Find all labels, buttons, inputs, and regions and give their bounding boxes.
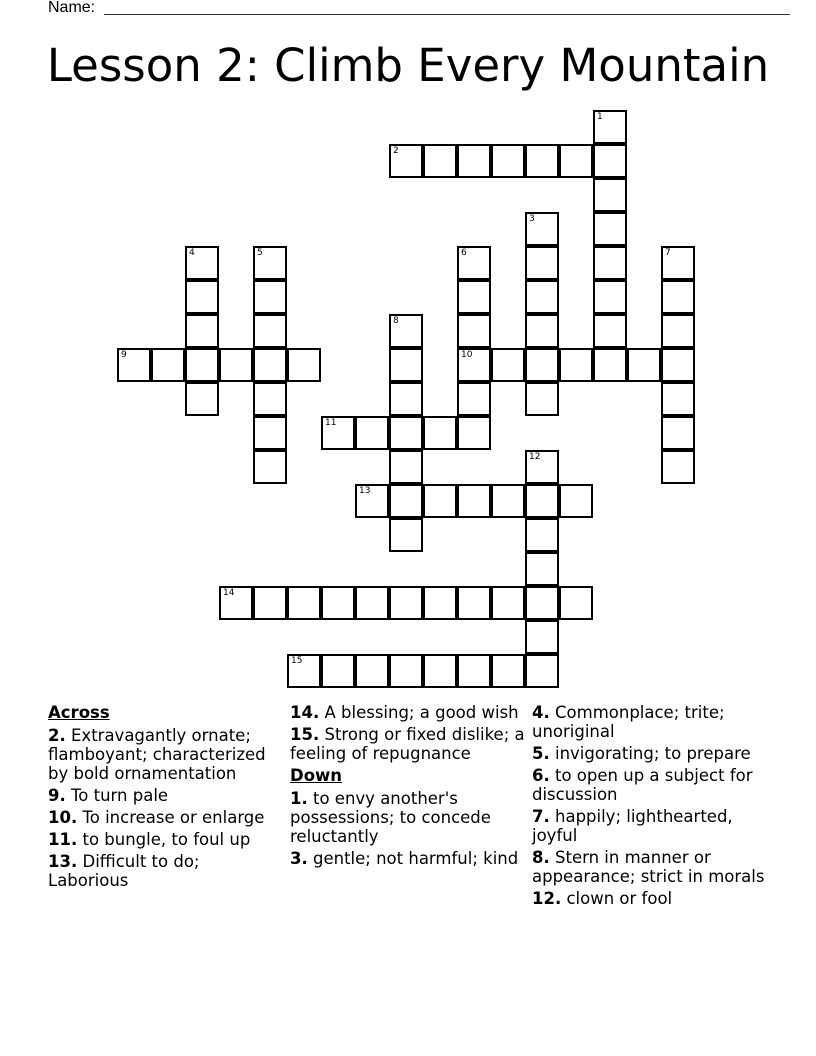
- crossword-cell[interactable]: [457, 382, 491, 416]
- clue-number: 7.: [532, 807, 550, 826]
- crossword-cell[interactable]: [185, 382, 219, 416]
- crossword-cell[interactable]: [661, 280, 695, 314]
- crossword-cell[interactable]: [185, 280, 219, 314]
- down-clue: [290, 849, 526, 868]
- crossword-cell[interactable]: [287, 586, 321, 620]
- crossword-cell[interactable]: [253, 348, 287, 382]
- crossword-cell[interactable]: [355, 654, 389, 688]
- crossword-cell[interactable]: [423, 484, 457, 518]
- cell-number: 6: [461, 248, 467, 258]
- crossword-cell[interactable]: [253, 450, 287, 484]
- clue-text: to open up a subject for discussion: [532, 766, 753, 804]
- crossword-cell[interactable]: [525, 620, 559, 654]
- crossword-cell[interactable]: [593, 212, 627, 246]
- crossword-cell[interactable]: [423, 654, 457, 688]
- crossword-cell[interactable]: [457, 246, 491, 280]
- crossword-cell[interactable]: [389, 450, 423, 484]
- crossword-cell[interactable]: [457, 586, 491, 620]
- crossword-cell[interactable]: [525, 280, 559, 314]
- crossword-cell[interactable]: [389, 416, 423, 450]
- crossword-cell[interactable]: [491, 654, 525, 688]
- clue-number: 12.: [532, 889, 562, 908]
- crossword-cell[interactable]: [661, 382, 695, 416]
- crossword-cell[interactable]: [525, 552, 559, 586]
- crossword-cell[interactable]: [457, 654, 491, 688]
- cell-number: 7: [665, 248, 671, 258]
- across-clue: [290, 725, 526, 763]
- page-title: Lesson 2: Climb Every Mountain: [46, 39, 770, 92]
- crossword-cell[interactable]: [491, 144, 525, 178]
- crossword-cell[interactable]: [355, 586, 389, 620]
- clue-column-3: [532, 703, 768, 911]
- crossword-cell[interactable]: [389, 348, 423, 382]
- crossword-cell[interactable]: [389, 518, 423, 552]
- clue-text: To turn pale: [71, 786, 169, 805]
- cell-number: 9: [121, 350, 127, 360]
- clue-text: Commonplace; trite; unoriginal: [532, 703, 725, 741]
- clue-text: A blessing; a good wish: [324, 703, 519, 722]
- crossword-cell[interactable]: [525, 518, 559, 552]
- clue-text: to envy another's possessions; to concede reluctantly: [290, 789, 491, 846]
- crossword-cell[interactable]: [321, 586, 355, 620]
- crossword-cell[interactable]: [661, 450, 695, 484]
- crossword-cell[interactable]: [525, 382, 559, 416]
- crossword-cell[interactable]: [525, 246, 559, 280]
- crossword-cell[interactable]: [253, 416, 287, 450]
- clue-number: 3.: [290, 849, 308, 868]
- down-clue: [532, 744, 768, 763]
- down-clue: [532, 889, 768, 908]
- clue-text: to bungle, to foul up: [82, 830, 251, 849]
- crossword-cell[interactable]: [185, 348, 219, 382]
- clue-number: 2.: [48, 726, 66, 745]
- crossword-cell[interactable]: [525, 586, 559, 620]
- crossword-cell[interactable]: [355, 484, 389, 518]
- crossword-cell[interactable]: [457, 348, 491, 382]
- cell-number: 1: [597, 112, 603, 122]
- clue-text: Stern in manner or appearance; strict in morals: [532, 848, 765, 886]
- crossword-cell[interactable]: [219, 586, 253, 620]
- crossword-cell[interactable]: [559, 484, 593, 518]
- crossword-cell[interactable]: [423, 586, 457, 620]
- crossword-cell[interactable]: [253, 246, 287, 280]
- cell-number: 12: [529, 452, 541, 462]
- crossword-cell[interactable]: [593, 280, 627, 314]
- clue-text: happily; lighthearted, joyful: [532, 807, 733, 845]
- clue-number: 10.: [48, 808, 78, 827]
- across-clue: [48, 786, 284, 805]
- crossword-cell[interactable]: [423, 144, 457, 178]
- clue-number: 9.: [48, 786, 66, 805]
- crossword-cell[interactable]: [559, 348, 593, 382]
- crossword-cell[interactable]: [389, 654, 423, 688]
- crossword-cell[interactable]: [219, 348, 253, 382]
- name-label: Name:: [48, 0, 96, 16]
- crossword-cell[interactable]: [525, 212, 559, 246]
- crossword-cell[interactable]: [185, 246, 219, 280]
- clue-text: invigorating; to prepare: [555, 744, 751, 763]
- clue-text: Extravagantly ornate; flamboyant; characterized by bold ornamentation: [48, 726, 266, 783]
- crossword-cell[interactable]: [491, 586, 525, 620]
- crossword-cell[interactable]: [593, 178, 627, 212]
- crossword-cell[interactable]: [389, 382, 423, 416]
- cell-number: 15: [291, 656, 303, 666]
- crossword-cell[interactable]: [457, 144, 491, 178]
- crossword-cell[interactable]: [185, 314, 219, 348]
- crossword-cell[interactable]: [559, 144, 593, 178]
- crossword-cell[interactable]: [525, 654, 559, 688]
- crossword-cell[interactable]: [117, 348, 151, 382]
- down-heading: Down: [290, 766, 343, 785]
- cell-number: 3: [529, 214, 535, 224]
- clue-text: gentle; not harmful; kind: [313, 849, 519, 868]
- down-clue: [532, 766, 768, 804]
- clue-number: 1.: [290, 789, 308, 808]
- clue-number: 13.: [48, 852, 78, 871]
- clue-column-1: [48, 703, 284, 893]
- crossword-cell[interactable]: [593, 110, 627, 144]
- crossword-cell[interactable]: [661, 348, 695, 382]
- down-clue: [290, 789, 526, 846]
- crossword-cell[interactable]: [389, 484, 423, 518]
- clue-number: 15.: [290, 725, 320, 744]
- across-clue: [48, 726, 284, 783]
- crossword-cell[interactable]: [287, 654, 321, 688]
- clue-number: 14.: [290, 703, 320, 722]
- crossword-cell[interactable]: [627, 348, 661, 382]
- crossword-cell[interactable]: [559, 586, 593, 620]
- crossword-cell[interactable]: [457, 314, 491, 348]
- cell-number: 11: [325, 418, 337, 428]
- clue-number: 5.: [532, 744, 550, 763]
- cell-number: 8: [393, 316, 399, 326]
- crossword-cell[interactable]: [525, 450, 559, 484]
- down-clue: [532, 848, 768, 886]
- across-clue: [48, 830, 284, 849]
- crossword-cell[interactable]: [253, 382, 287, 416]
- crossword-cell[interactable]: [525, 314, 559, 348]
- crossword-cell[interactable]: [491, 484, 525, 518]
- across-clue: [48, 808, 284, 827]
- crossword-cell[interactable]: [355, 416, 389, 450]
- crossword-cell[interactable]: [661, 314, 695, 348]
- crossword-cell[interactable]: [151, 348, 185, 382]
- crossword-cell[interactable]: [525, 144, 559, 178]
- clue-number: 6.: [532, 766, 550, 785]
- crossword-cell[interactable]: [253, 314, 287, 348]
- crossword-cell[interactable]: [457, 416, 491, 450]
- cell-number: 14: [223, 588, 235, 598]
- crossword-cell[interactable]: [389, 314, 423, 348]
- cell-number: 2: [393, 146, 399, 156]
- crossword-cell[interactable]: [661, 246, 695, 280]
- crossword-cell[interactable]: [457, 280, 491, 314]
- clue-text: To increase or enlarge: [82, 808, 265, 827]
- crossword-cell[interactable]: [253, 586, 287, 620]
- cell-number: 13: [359, 486, 371, 496]
- across-heading: Across: [48, 703, 110, 722]
- crossword-cell[interactable]: [253, 280, 287, 314]
- crossword-cell[interactable]: [457, 484, 491, 518]
- clue-column-2: [290, 703, 526, 871]
- cell-number: 10: [461, 350, 473, 360]
- clue-number: 4.: [532, 703, 550, 722]
- crossword-cell[interactable]: [525, 484, 559, 518]
- down-clue: [532, 807, 768, 845]
- crossword-cell[interactable]: [593, 144, 627, 178]
- crossword-cell[interactable]: [491, 348, 525, 382]
- clue-number: 11.: [48, 830, 78, 849]
- crossword-cell[interactable]: [593, 348, 627, 382]
- clue-text: Strong or fixed dislike; a feeling of repugnance: [290, 725, 525, 763]
- clue-text: Difficult to do; Laborious: [48, 852, 200, 890]
- crossword-cell[interactable]: [287, 348, 321, 382]
- crossword-cell[interactable]: [389, 586, 423, 620]
- down-clue: [532, 703, 768, 741]
- across-clue: [48, 852, 284, 890]
- clue-text: clown or fool: [566, 889, 673, 908]
- cell-number: 5: [257, 248, 263, 258]
- clue-number: 8.: [532, 848, 550, 867]
- crossword-cell[interactable]: [389, 144, 423, 178]
- crossword-cell[interactable]: [423, 416, 457, 450]
- crossword-cell[interactable]: [661, 416, 695, 450]
- crossword-cell[interactable]: [593, 246, 627, 280]
- crossword-cell[interactable]: [321, 416, 355, 450]
- crossword-cell[interactable]: [321, 654, 355, 688]
- crossword-cell[interactable]: [525, 348, 559, 382]
- across-clue: [290, 703, 526, 722]
- cell-number: 4: [189, 248, 195, 258]
- crossword-cell[interactable]: [593, 314, 627, 348]
